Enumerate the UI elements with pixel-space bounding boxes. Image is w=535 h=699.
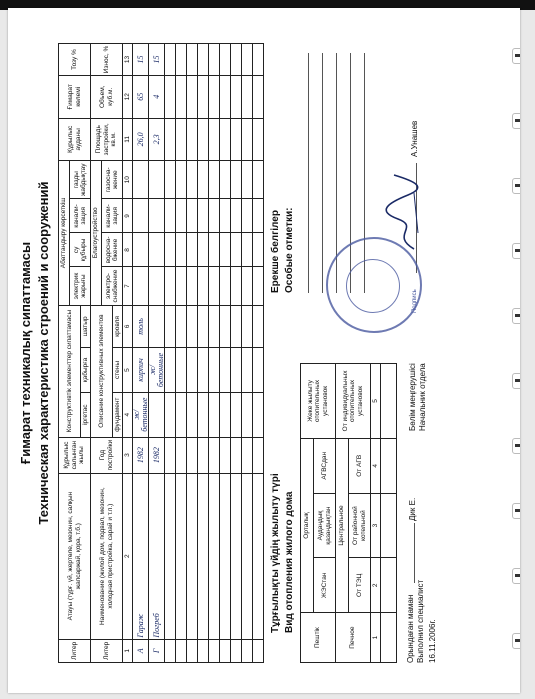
cell-sewer	[149, 199, 165, 233]
header-gas-kz: газды жабдықтау	[70, 161, 91, 199]
header-name-kz: Атауы (тұрғ. үй, жертөле, мезонин, салқын жапсаржай, қора, т.б.)	[59, 473, 91, 639]
col-number: 3	[123, 437, 133, 473]
header-found-ru: фундамент	[113, 392, 123, 437]
cell-electric	[149, 267, 165, 305]
table-row	[187, 44, 198, 663]
header-year-kz: Құрылыс салынған жылы	[59, 437, 91, 473]
table-row	[149, 44, 165, 663]
notes-title-kz: Ерекше белгілер	[270, 210, 281, 293]
header-walls-ru: стены	[113, 348, 123, 393]
notes-line	[308, 53, 309, 293]
header-liter-kz: Литер	[59, 639, 91, 662]
heating-agv-kz: АГВСдан	[314, 438, 336, 493]
executor-name: Дик Е.	[408, 497, 417, 521]
header-water-kz: су құбыры	[70, 233, 91, 267]
header-gas-ru: газосна-жение	[102, 161, 123, 199]
title-kz: Ғимарат техникалық сипаттамасы	[18, 241, 33, 465]
table-row	[231, 44, 242, 663]
table-row	[198, 44, 209, 663]
cell-electric	[133, 267, 149, 305]
heating-stove-kz: Пештік	[301, 613, 336, 663]
table-row	[253, 44, 264, 663]
signature-line	[414, 523, 415, 583]
manager-label-kz: Бөлім меңгерушісі	[408, 363, 417, 431]
cell-foundation: ж/бетонные	[133, 392, 149, 437]
notes-line	[322, 53, 323, 293]
cell-walls: ж/бетонные	[149, 348, 165, 393]
cell-volume: 4	[149, 76, 165, 119]
header-sewer-kz: канали-зация	[70, 199, 91, 233]
header-wear-kz: Тозу %	[59, 44, 91, 76]
heating-col-number: 5	[371, 364, 381, 439]
col-number: 5	[123, 348, 133, 393]
cell-water	[133, 233, 149, 267]
heating-title-kz: Тұрғылықты үйдің жылыту түрі	[270, 473, 281, 633]
stamp-caption: Подпись	[412, 289, 418, 313]
table-row	[209, 44, 220, 663]
cell-wear: 15	[149, 44, 165, 76]
heating-col-number: 2	[371, 558, 381, 613]
heating-central-kz: Орталық	[301, 438, 314, 612]
header-roof-ru: кровля	[113, 305, 123, 348]
cell-liter: Г	[149, 639, 165, 662]
header-improve-kz: Абаттандыру көрсеткіш	[59, 161, 70, 306]
header-walls-kz: қабырға	[81, 348, 91, 393]
col-number: 10	[123, 161, 133, 199]
cell-roof: толь	[133, 305, 149, 348]
heating-district-ru: От районной котельной	[349, 493, 371, 558]
col-number: 8	[123, 233, 133, 267]
cell-liter: А	[133, 639, 149, 662]
col-number: 4	[123, 392, 133, 437]
col-number: 1	[123, 639, 133, 662]
header-liter-ru: Литер	[91, 639, 123, 662]
table-row	[133, 44, 149, 663]
table-row	[165, 44, 176, 663]
header-improve-ru: Благоустройство	[91, 161, 102, 306]
cell-foundation	[149, 392, 165, 437]
executor-label-ru: Выполнил специалист	[416, 579, 425, 663]
characteristics-table	[58, 43, 264, 663]
col-number: 2	[123, 473, 133, 639]
heating-table	[300, 363, 397, 663]
cell-name: Гараж	[133, 473, 149, 639]
executor-label-kz: Орындаған маман	[406, 594, 415, 663]
cell-wear: 15	[133, 44, 149, 76]
heating-tec-kz: ЖЭСтан	[314, 558, 336, 613]
title-ru: Техническая характеристика строений и сооружений	[36, 181, 51, 525]
column-number-row	[123, 44, 133, 663]
table-row	[381, 364, 397, 663]
heating-stove-ru: Печное	[336, 613, 371, 663]
heating-agv-ru: От АГВ	[349, 438, 371, 493]
header-electric-kz: электрик жарығы	[70, 267, 91, 305]
cell-gas	[149, 161, 165, 199]
manager-label-ru: Начальник отдела	[418, 363, 427, 431]
col-number: 13	[123, 44, 133, 76]
heating-col-number: 1	[371, 613, 381, 663]
table-row	[176, 44, 187, 663]
header-constr-ru: Описание конструктивных элементов	[91, 305, 113, 437]
cell-roof	[149, 305, 165, 348]
notes-title-ru: Особые отметки:	[284, 207, 295, 293]
cell-sewer	[133, 199, 149, 233]
heating-individual-ru: От индивидуальных отопительных установок	[336, 364, 371, 439]
header-roof-kz: шатыр	[81, 305, 91, 348]
heating-individual-kz: Жеке жылыту отопительных установок	[301, 364, 336, 439]
cell-gas	[133, 161, 149, 199]
cell-year: 1982	[133, 437, 149, 473]
manager-name: А.Унашев	[410, 120, 419, 157]
cell-area: 26,0	[133, 118, 149, 161]
cell-volume: 65	[133, 76, 149, 119]
header-year-ru: Год постройки	[91, 437, 123, 473]
header-volume-ru: Объем, куб.м.	[91, 76, 123, 119]
heating-district-kz: Аудандық қазандықтан	[314, 493, 336, 558]
table-row	[242, 44, 253, 663]
header-sewer-ru: канали-зация	[102, 199, 123, 233]
cell-area: 2,3	[149, 118, 165, 161]
heating-col-number: 3	[371, 493, 381, 558]
heating-tec-ru: От ТЭЦ	[349, 558, 371, 613]
rotated-content	[8, 8, 520, 693]
document-date: 16.11.2006г.	[428, 619, 437, 663]
header-water-ru: водосна-бжение	[102, 233, 123, 267]
header-volume-kz: Ғимарат көлемі	[59, 76, 91, 119]
cell-walls: кирпич	[133, 348, 149, 393]
col-number: 6	[123, 305, 133, 348]
cell-water	[149, 233, 165, 267]
table-row	[220, 44, 231, 663]
heating-title-ru: Вид отопления жилого дома	[284, 491, 295, 633]
header-name-ru: Наименование (жилой дом, подвал, мезонин, холодная пристройка, сарай и т.п.)	[91, 473, 123, 639]
heating-central-ru: Центральное	[336, 438, 349, 612]
col-number: 12	[123, 76, 133, 119]
header-area-kz: Құрылыс ауданы	[59, 118, 91, 161]
header-electric-ru: электро-снабжение	[102, 267, 123, 305]
document-page	[8, 8, 520, 693]
stamp-seal-icon	[326, 237, 422, 333]
col-number: 9	[123, 199, 133, 233]
col-number: 7	[123, 267, 133, 305]
heating-col-number: 4	[371, 438, 381, 493]
cell-year: 1982	[149, 437, 165, 473]
header-constr-kz: Конструктивтік элементтер сипаттамасы	[59, 305, 81, 437]
header-found-kz: іргетас	[81, 392, 91, 437]
col-number: 11	[123, 118, 133, 161]
cell-name: Погреб	[149, 473, 165, 639]
header-wear-ru: Износ, %	[91, 44, 123, 76]
header-area-ru: Площадь застройки, кв.м.	[91, 118, 123, 161]
